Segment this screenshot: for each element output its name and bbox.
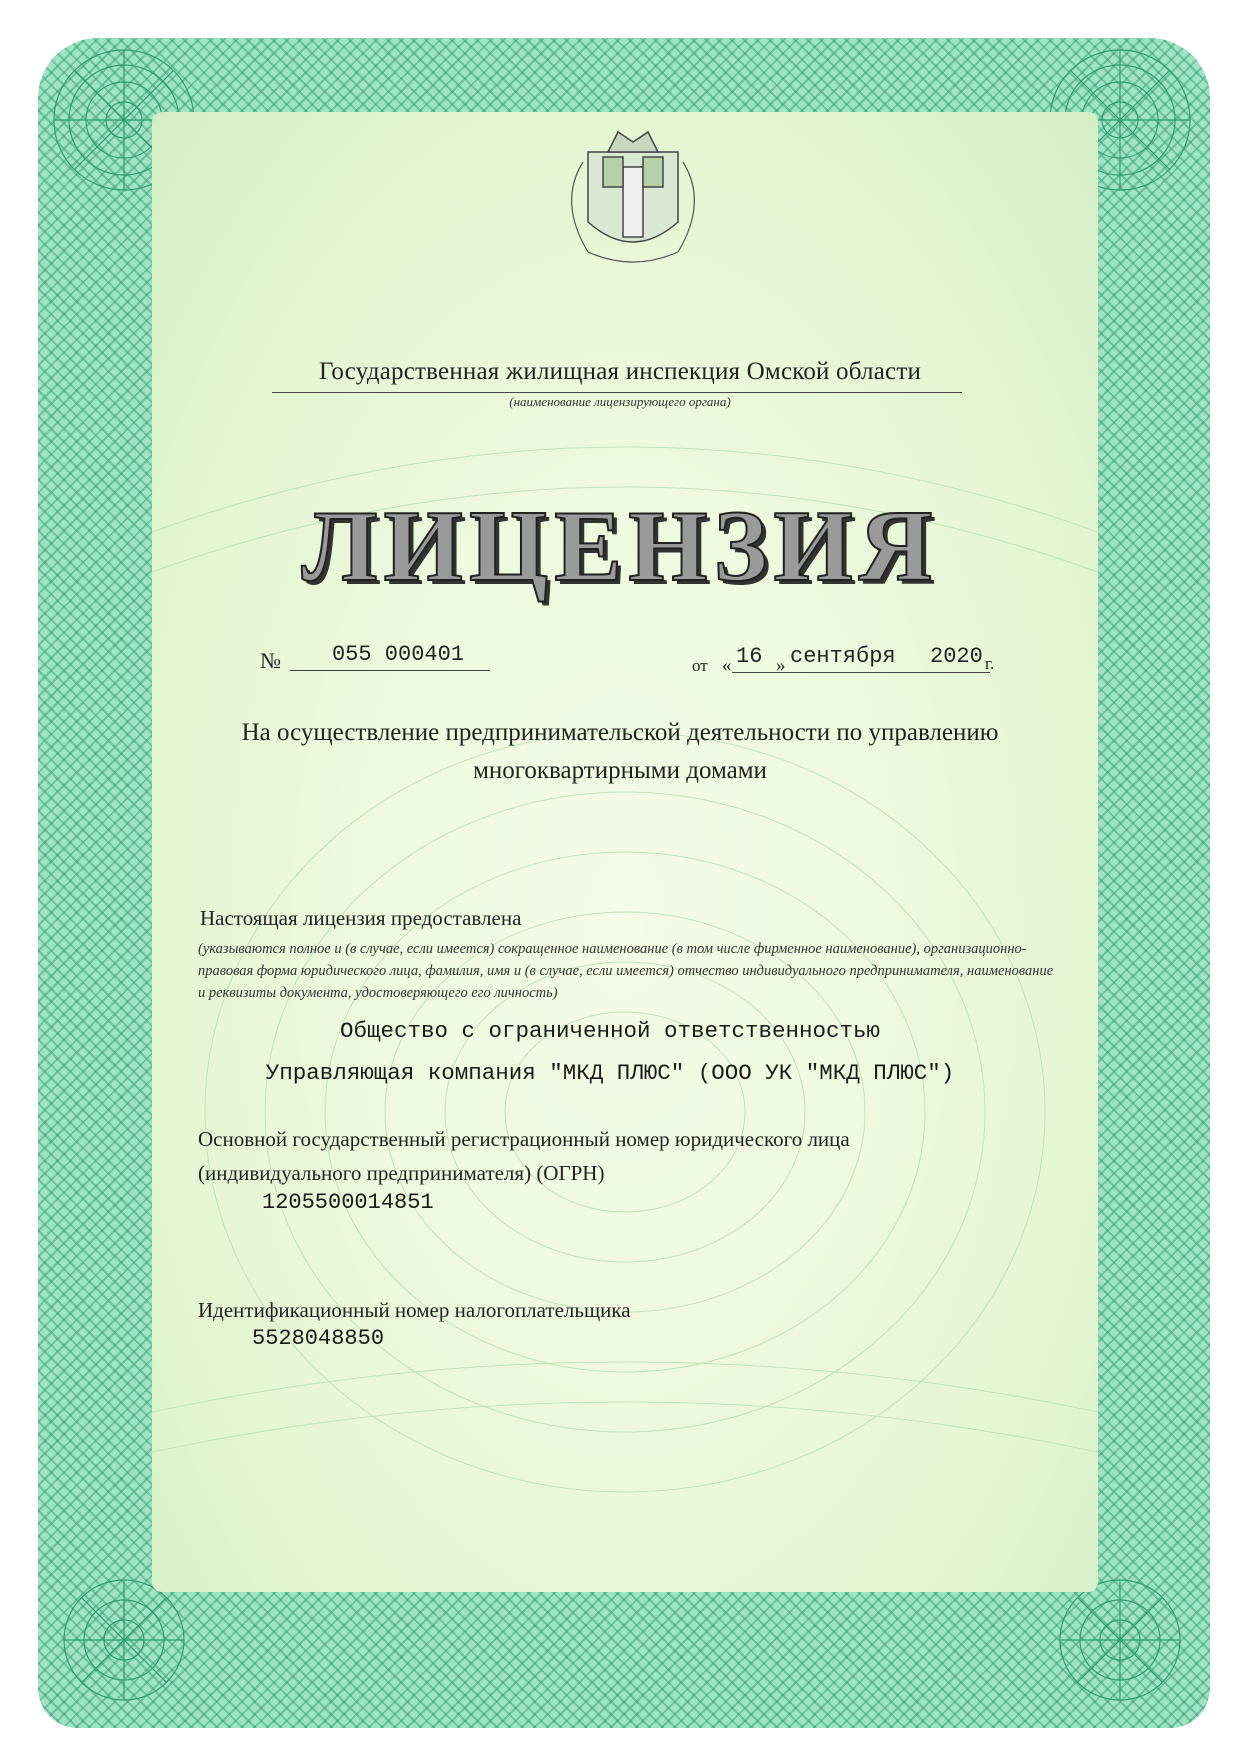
issuer-name: Государственная жилищная инспекция Омской области [318,358,922,385]
ogrn-label-line: (индивидуального предпринимателя) (ОГРН) [198,1161,605,1185]
date-quote-open: « [722,655,732,676]
granted-to-label: Настоящая лицензия предоставлена [200,906,522,930]
date-underline [732,672,990,673]
document-title: ЛИЦЕНЗИЯ [301,490,939,603]
date-day: 16 [736,644,763,669]
activity-line: На осуществление предпринимательской деятельности по управлению [241,719,999,746]
ogrn-value: 1205500014851 [262,1190,434,1215]
licensee-name-line: Управляющая компания "МКД ПЛЮС" (ООО УК "МКД ПЛЮС") [265,1060,955,1086]
activity-line: многоквартирными домами [473,757,767,784]
issuer-underline [272,392,962,393]
activity-description [180,714,1060,790]
coat-of-arms-icon [548,112,718,282]
ogrn-label-line: Основной государственный регистрационный номер юридического лица [198,1127,850,1151]
date-year: 2020 [930,644,983,669]
inn-value: 5528048850 [252,1326,385,1351]
ogrn-label [198,1122,958,1190]
inn-label: Идентификационный номер налогоплательщика [198,1298,631,1322]
licensee-name-line: Общество с ограниченной ответственностью [339,1018,881,1044]
license-number-label: № [260,648,281,673]
granted-to-note: (указываются полное и (в случае, если имеется) сокращенное наименование (в том числе фирменное наименование), организационно-правовая форма юридического лица, фамилия, имя и (в случае, если имеется) отчество индивидуального предпринимателя, наименование и реквизиты документа, удостоверяющего его личность) [198,941,1054,1001]
date-month: сентября [790,644,896,669]
licensee-name [170,1010,1050,1094]
issuer-note: (наименование лицензирующего органа) [509,394,731,409]
date-from-label: от [692,656,708,675]
date-year-suffix: г. [985,654,995,673]
guilloche-background [152,112,1098,1592]
license-number-underline [290,670,490,671]
date-quote-close: » [776,655,786,676]
license-number: 055 000401 [332,642,465,667]
document-field [152,112,1098,1592]
